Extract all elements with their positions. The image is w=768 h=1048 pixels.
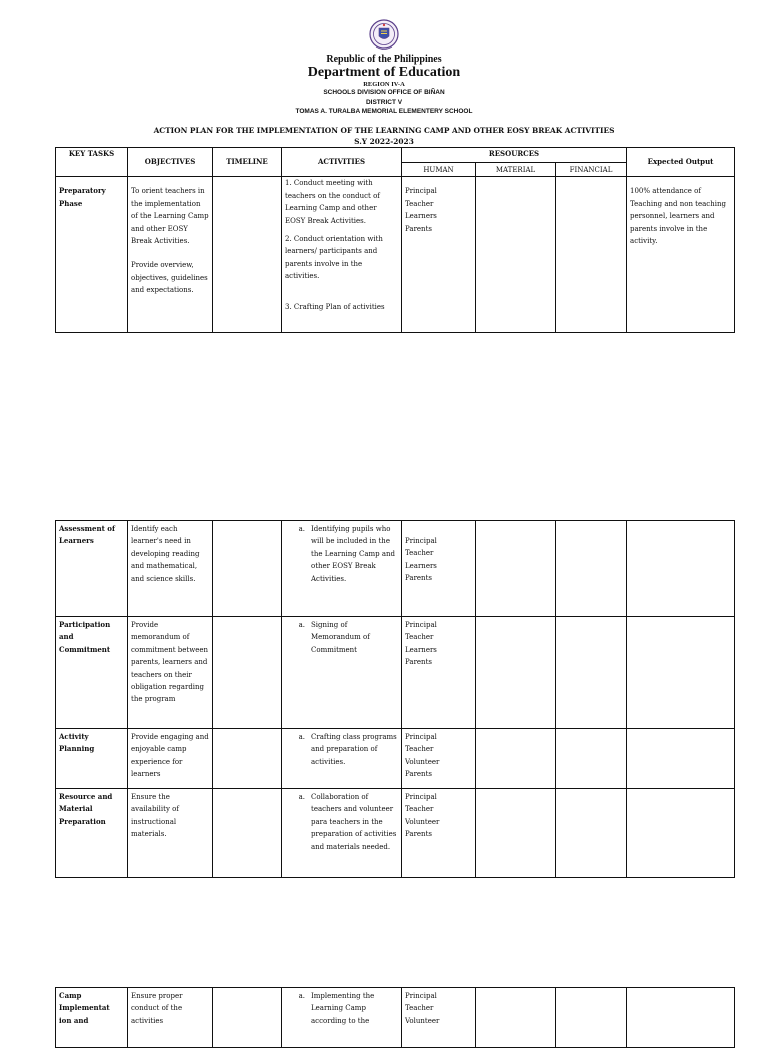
human-item: Teacher — [405, 805, 434, 814]
objective-cell: Ensure proper conduct of the activities — [128, 988, 213, 1048]
objective-cell — [128, 177, 213, 333]
document-title: ACTION PLAN FOR THE IMPLEMENTATION OF THE LEARNING CAMP AND OTHER EOSY BREAK ACTIVITIES — [153, 126, 615, 135]
activity-text: Crafting class programs and preparation of activities. — [311, 733, 397, 766]
activity-text: Signing of Memorandum of Commitment — [311, 621, 370, 654]
financial-cell — [556, 988, 627, 1048]
district-heading: DISTRICT V — [365, 99, 403, 106]
col-expected-output: Expected Output — [627, 148, 735, 177]
timeline-cell — [213, 789, 282, 878]
financial-cell — [556, 729, 627, 789]
table-row-preparatory — [56, 177, 735, 333]
action-plan-table-3 — [55, 987, 735, 1048]
material-cell — [476, 617, 556, 729]
activities-cell — [282, 988, 402, 1048]
human-item: Principal — [405, 621, 437, 629]
table-row — [56, 521, 735, 617]
timeline-cell — [213, 729, 282, 789]
action-plan-table-1 — [55, 147, 735, 333]
objective-text-2: Provide overview, objectives, guidelines and expectations. — [131, 261, 208, 295]
activity-letter: a. — [298, 733, 305, 741]
school-heading: TOMAS A. TURALBA MEMORIAL ELEMENTERY SCHOOL — [295, 108, 473, 115]
activity-text: Identifying pupils who will be included in the the Learning Camp and other EOSY Break Activities. — [311, 525, 395, 583]
human-item: Parents — [405, 658, 432, 667]
human-item: Teacher — [405, 745, 434, 754]
human-item: Teacher — [405, 549, 434, 558]
expected-output-cell — [627, 988, 735, 1048]
human-item: Learners — [405, 212, 437, 221]
expected-output-cell — [627, 729, 735, 789]
human-item: Teacher — [405, 1004, 434, 1013]
table-row — [56, 988, 735, 1048]
material-cell — [476, 177, 556, 333]
human-item: Learners — [405, 561, 437, 570]
human-cell — [402, 789, 476, 878]
human-item: Volunteer — [405, 1016, 440, 1025]
activities-cell — [282, 729, 402, 789]
objective-text-1: To orient teachers in the implementation of the Learning Camp and other EOSY Break Activities. — [131, 187, 209, 246]
col-human: HUMAN — [402, 163, 476, 177]
col-key-tasks: KEY TASKS — [56, 148, 128, 177]
activity-text-1: 1. Conduct meeting with teachers on the conduct of Learning Camp and other EOSY Break Activities. — [285, 179, 380, 225]
human-item: Principal — [405, 992, 437, 1000]
expected-output-cell — [627, 521, 735, 617]
region-heading: REGION IV-A — [363, 81, 405, 88]
human-item: Teacher — [405, 633, 434, 642]
objective-cell: Provide memorandum of commitment between parents, learners and teachers on their obligation regarding the program — [128, 617, 213, 729]
expected-output-cell: 100% attendance of Teaching and non teaching personnel, learners and parents involve in the activity. — [627, 177, 735, 333]
human-item: Parents — [405, 770, 432, 779]
activities-cell — [282, 617, 402, 729]
human-item: Parents — [405, 574, 432, 583]
col-objectives: OBJECTIVES — [128, 148, 213, 177]
school-year: S.Y 2022-2023 — [354, 137, 414, 146]
material-cell — [476, 521, 556, 617]
objective-cell: Ensure the availability of instructional materials. — [128, 789, 213, 878]
activities-cell — [282, 521, 402, 617]
objective-cell: Provide engaging and enjoyable camp experience for learners — [128, 729, 213, 789]
human-item: Teacher — [405, 199, 434, 208]
financial-cell — [556, 617, 627, 729]
material-cell — [476, 789, 556, 878]
human-item: Principal — [405, 793, 437, 801]
col-financial: FINANCIAL — [556, 163, 627, 177]
col-material: MATERIAL — [476, 163, 556, 177]
human-item: Parents — [405, 830, 432, 839]
col-activities: ACTIVITIES — [282, 148, 402, 177]
material-cell — [476, 988, 556, 1048]
objective-cell: Identify each learner's need in developing reading and mathematical, and science skills. — [128, 521, 213, 617]
expected-output-cell — [627, 789, 735, 878]
human-item: Volunteer — [405, 757, 440, 766]
activity-text: Implementing the Learning Camp according to the — [311, 992, 375, 1025]
task-cell: Preparatory Phase — [56, 177, 128, 333]
financial-cell — [556, 177, 627, 333]
human-cell — [402, 988, 476, 1048]
republic-heading: Republic of the Philippines — [326, 54, 442, 65]
task-cell: Participation and Commitment — [56, 617, 128, 729]
human-item: Principal — [405, 537, 437, 545]
human-item: Learners — [405, 645, 437, 654]
department-heading: Department of Education — [307, 65, 461, 80]
activity-letter: a. — [298, 992, 305, 1000]
activity-text-2: 2. Conduct orientation with learners/ participants and parents involve in the activities. — [285, 235, 383, 281]
task-cell: Camp Implementat ion and — [56, 988, 128, 1048]
human-cell — [402, 521, 476, 617]
task-cell: Resource and Material Preparation — [56, 789, 128, 878]
expected-output-cell — [627, 617, 735, 729]
col-resources: RESOURCES — [402, 148, 627, 163]
activities-cell — [282, 789, 402, 878]
table-row — [56, 729, 735, 789]
deped-seal-icon — [369, 19, 399, 53]
activity-letter: a. — [298, 793, 305, 801]
human-item: Parents — [405, 224, 432, 233]
timeline-cell — [213, 177, 282, 333]
human-item: Volunteer — [405, 817, 440, 826]
division-heading: SCHOOLS DIVISION OFFICE OF BIÑAN — [323, 89, 445, 96]
activity-letter: a. — [298, 621, 305, 629]
human-cell — [402, 729, 476, 789]
action-plan-table-2 — [55, 520, 735, 878]
task-cell: Activity Planning — [56, 729, 128, 789]
timeline-cell — [213, 521, 282, 617]
timeline-cell — [213, 617, 282, 729]
table-row — [56, 789, 735, 878]
activity-text-3: 3. Crafting Plan of activities — [285, 302, 385, 311]
activity-text: Collaboration of teachers and volunteer para teachers in the preparation of activities and materials needed. — [311, 793, 397, 851]
material-cell — [476, 729, 556, 789]
activities-cell — [282, 177, 402, 333]
human-cell — [402, 177, 476, 333]
activity-letter: a. — [298, 525, 305, 533]
human-cell — [402, 617, 476, 729]
task-cell: Assessment of Learners — [56, 521, 128, 617]
timeline-cell — [213, 988, 282, 1048]
human-item: Principal — [405, 187, 437, 196]
human-item: Principal — [405, 733, 437, 741]
table-row — [56, 617, 735, 729]
col-timeline: TIMELINE — [213, 148, 282, 177]
financial-cell — [556, 789, 627, 878]
financial-cell — [556, 521, 627, 617]
